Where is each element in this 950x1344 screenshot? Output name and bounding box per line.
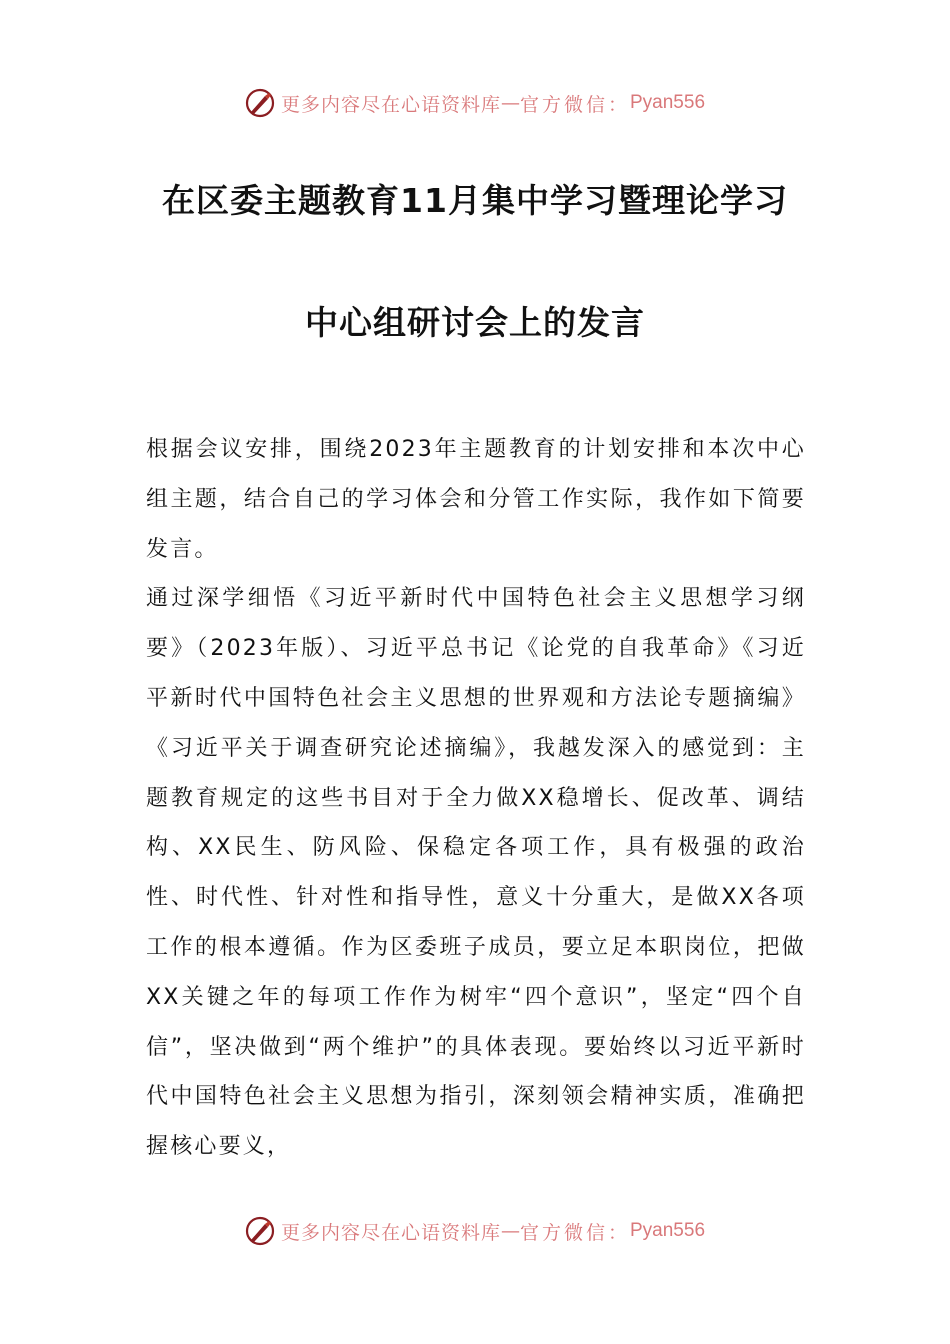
banner-dash: — [500,92,520,114]
banner-dash: — [500,1220,520,1242]
banner-wechat-id: Pyan556 [630,92,706,113]
body-paragraph: 通过深学细悟《习近平新时代中国特色社会主义思想学习纲要》（2023年版）、习近平总书记《论党的自我革命》《习近平新时代中国特色社会主义思想的世界观和方法论专题摘编》《习近平关于调查研究论述摘编》，我越发深入的感觉到：主题教育规定的这些书目对于全力做XX稳增长、促改革、调结构、XX民生、防风险、保稳定各项工作，具有极强的政治性、时代性、针对性和指导性，意义十分重大，是做XX各项工作的根本遵循。作为区委班子成员，要立足本职岗位，把做XX关键之年的每项工作作为树牢“四个意识”，坚定“四个自信”，坚决做到“两个维护”的具体表现。要始终以习近平新时代中国特色社会主义思想为指引，深刻领会精神实质，准确把握核心要义， [146,586,806,1160]
pen-logo-icon [245,1216,275,1246]
banner-text: 更多内容尽在心语资料库 [280,1221,501,1244]
pen-logo-icon [245,88,275,118]
banner-wechat-label: 官方微信： [519,93,630,116]
document-body [146,425,806,1172]
banner-text: 更多内容尽在心语资料库 [280,93,501,116]
body-paragraph: 根据会议安排，围绕2023年主题教育的计划安排和本次中心组主题，结合自己的学习体会和分管工作实际，我作如下简要发言。 [146,437,806,562]
footer-banner [0,1211,950,1251]
banner-wechat-id: Pyan556 [630,1220,706,1241]
banner-wechat-label: 官方微信： [519,1221,630,1244]
document-title-line-1: 在区委主题教育11月集中学习暨理论学习 [162,181,788,220]
header-banner [0,83,950,123]
document-title-line-2: 中心组研讨会上的发言 [305,303,645,342]
